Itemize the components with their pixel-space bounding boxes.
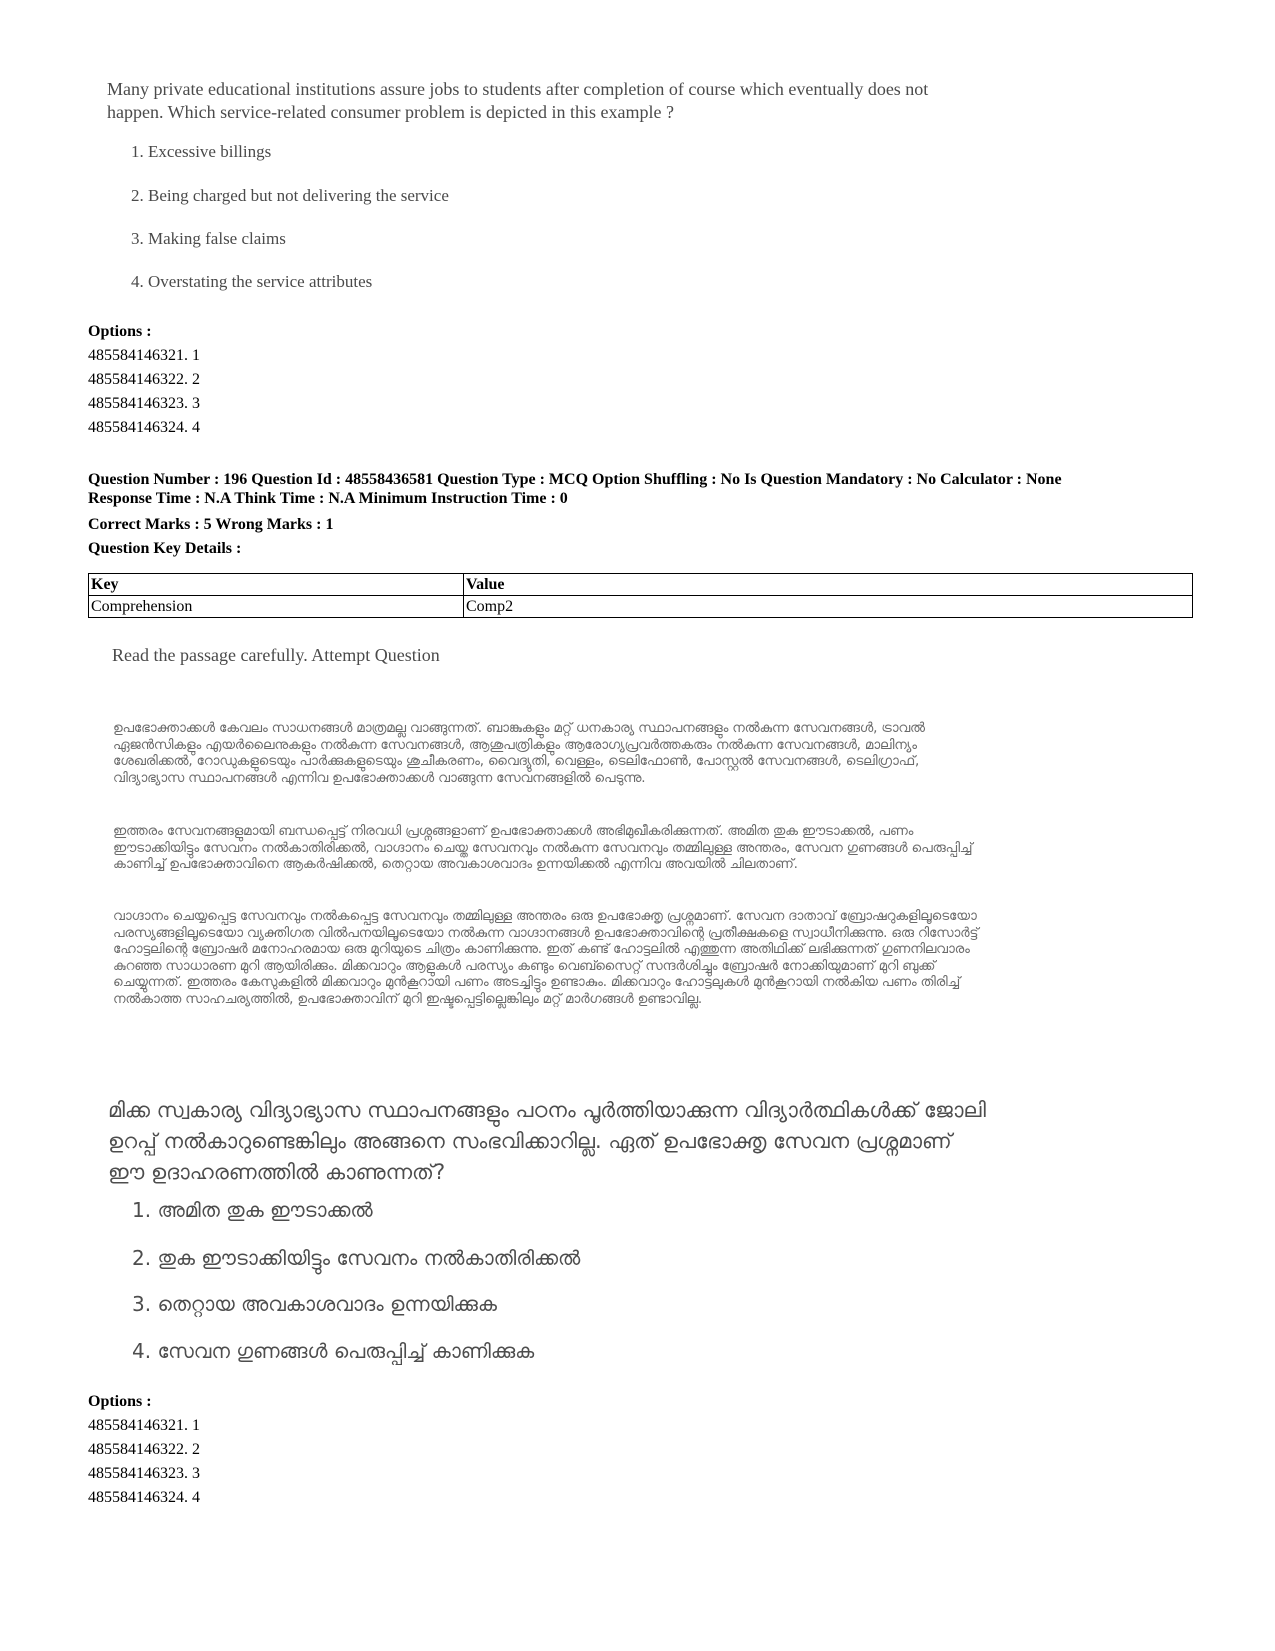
table-cell-value: Comp2 xyxy=(464,596,1193,618)
choice-3-malayalam: 3. തെറ്റായ അവകാശവാദം ഉന്നയിക്കുക xyxy=(132,1292,497,1316)
options-label: Options : xyxy=(88,323,152,340)
passage-paragraph-1: ഉപഭോക്താക്കൾ കേവലം സാധനങ്ങൾ മാത്രമല്ല വാങ്ങുന്നത്. ബാങ്കുകളും മറ്റ് ധനകാര്യ സ്ഥാപനങ്ങളും നൽകുന്ന സേവനങ്ങൾ, ട്രാവൽ ഏജൻസികളും എയർലൈനുകളും നൽകുന്ന സേവനങ്ങൾ, ആശുപത്രികളും ആരോഗ്യപ്രവർത്തകരും നൽകുന്ന സേവനങ്ങൾ, മാലിന്യം ശേഖരിക്കൽ, റോഡുകളുടെയും പാർക്കുകളുടെയും ശുചീകരണം, വൈദ്യുതി, വെള്ളം, ടെലിഫോൺ, പോസ്റ്റൽ സേവനങ്ങൾ, ടെലിഗ്രാഫ്, വിദ്യാഭ്യാസ സ്ഥാപനങ്ങൾ എന്നിവ ഉപഭോക്താക്കൾ വാങ്ങുന്ന സേവനങ്ങളിൽ പെടുന്നു. xyxy=(113,720,925,786)
choice-3: 3. Making false claims xyxy=(131,229,286,248)
question-text-malayalam: മിക്ക സ്വകാര്യ വിദ്യാഭ്യാസ സ്ഥാപനങ്ങളും പഠനം പൂർത്തിയാക്കുന്ന വിദ്യാർത്ഥികൾക്ക് ജോലി ഉറപ്പ് നൽകാറുണ്ടെങ്കിലും അങ്ങനെ സംഭവിക്കാറില്ല. ഏത് ഉപഭോക്തൃ സേവന പ്രശ്നമാണ് ഈ ഉദാഹരണത്തിൽ കാണുന്നത്? xyxy=(108,1098,986,1184)
marks-line: Correct Marks : 5 Wrong Marks : 1 xyxy=(88,516,334,533)
option-item: 485584146322. 2 xyxy=(88,371,200,388)
choice-4-malayalam: 4. സേവന ഗുണങ്ങൾ പെരുപ്പിച്ച് കാണിക്കുക xyxy=(132,1339,535,1363)
key-details-label: Question Key Details : xyxy=(88,540,242,557)
option-item: 485584146321. 1 xyxy=(88,1417,200,1434)
table-header-value: Value xyxy=(464,574,1193,596)
option-item: 485584146323. 3 xyxy=(88,395,200,412)
option-item: 485584146324. 4 xyxy=(88,419,200,436)
choice-2: 2. Being charged but not delivering the service xyxy=(131,186,449,205)
key-details-table xyxy=(88,573,1193,618)
table-row xyxy=(89,596,1193,618)
option-item: 485584146322. 2 xyxy=(88,1441,200,1458)
choice-1-malayalam: 1. അമിത തുക ഈടാക്കൽ xyxy=(132,1198,373,1222)
choice-2-malayalam: 2. തുക ഈടാക്കിയിട്ടും സേവനം നൽകാതിരിക്കൽ xyxy=(132,1246,581,1270)
option-item: 485584146321. 1 xyxy=(88,347,200,364)
question-text: Many private educational institutions assure jobs to students after completion of course which eventually does not happen. Which service-related consumer problem is depicted in this example ? xyxy=(107,79,929,122)
passage-paragraph-2: ഇത്തരം സേവനങ്ങളുമായി ബന്ധപ്പെട്ട് നിരവധി പ്രശ്നങ്ങളാണ് ഉപഭോക്താക്കൾ അഭിമുഖീകരിക്കുന്നത്. അമിത തുക ഈടാക്കൽ, പണം ഈടാക്കിയിട്ടും സേവനം നൽകാതിരിക്കൽ, വാഗ്ദാനം ചെയ്ത സേവനവും നൽകുന്ന സേവനവും തമ്മിലുള്ള അന്തരം, സേവന ഗുണങ്ങൾ പെരുപ്പിച്ച് കാണിച്ച് ഉപഭോക്താവിനെ ആകർഷിക്കൽ, തെറ്റായ അവകാശവാദം ഉന്നയിക്കൽ എന്നിവ അവയിൽ ചിലതാണ്. xyxy=(113,823,973,872)
option-item: 485584146323. 3 xyxy=(88,1465,200,1482)
options-label: Options : xyxy=(88,1393,152,1410)
question-meta-line2: Response Time : N.A Think Time : N.A Minimum Instruction Time : 0 xyxy=(88,490,568,507)
question-meta xyxy=(88,470,1208,508)
passage-instruction: Read the passage carefully. Attempt Question xyxy=(112,645,440,665)
table-header-row xyxy=(89,574,1193,596)
choice-4: 4. Overstating the service attributes xyxy=(131,272,373,291)
choice-1: 1. Excessive billings xyxy=(131,142,272,161)
options-list xyxy=(88,1414,200,1510)
passage-paragraph-3: വാഗ്ദാനം ചെയ്യപ്പെട്ട സേവനവും നൽകപ്പെട്ട സേവനവും തമ്മിലുള്ള അന്തരം ഒരു ഉപഭോക്തൃ പ്രശ്നമാണ്. സേവന ദാതാവ് ബ്രോഷറുകളിലൂടെയോ പരസ്യങ്ങളിലൂടെയോ വ്യക്തിഗത വിൽപനയിലൂടെയോ നൽകുന്ന വാഗ്ദാനങ്ങൾ ഉപഭോക്താവിന്റെ പ്രതീക്ഷകളെ സ്വാധീനിക്കുന്നു. ഒരു റിസോർട്ട് ഹോട്ടലിന്റെ ബ്രോഷർ മനോഹരമായ ഒരു മുറിയുടെ ചിത്രം കാണിക്കുന്നു. ഇത് കണ്ട് ഹോട്ടലിൽ എത്തുന്ന അതിഥിക്ക് ലഭിക്കുന്നത് ഗുണനിലവാരം കുറഞ്ഞ സാധാരണ മുറി ആയിരിക്കും. മിക്കവാറും ആളുകൾ പരസ്യം കണ്ടും വെബ്സൈറ്റ് സന്ദർശിച്ചും ബ്രോഷർ നോക്കിയുമാണ് മുറി ബുക്ക് ചെയ്യുന്നത്. ഇത്തരം കേസുകളിൽ മിക്കവാറും മുൻകൂറായി പണം അടച്ചിട്ടും ഉണ്ടാകും. മിക്കവാറും ഹോട്ടലുകൾ മുൻകൂറായി നൽകിയ പണം തിരിച്ച് നൽകാത്ത സാഹചര്യത്തിൽ, ഉപഭോക്താവിന് മുറി ഇഷ്ടപ്പെട്ടില്ലെങ്കിലും മറ്റ് മാർഗങ്ങൾ ഉണ്ടാവില്ല. xyxy=(113,908,979,1007)
option-item: 485584146324. 4 xyxy=(88,1489,200,1506)
table-header-key: Key xyxy=(89,574,464,596)
table-cell-key: Comprehension xyxy=(89,596,464,618)
options-list xyxy=(88,344,200,440)
question-meta-line1: Question Number : 196 Question Id : 48558436581 Question Type : MCQ Option Shuffling : No Is Question Mandatory : No Calculator : None xyxy=(88,471,1062,488)
